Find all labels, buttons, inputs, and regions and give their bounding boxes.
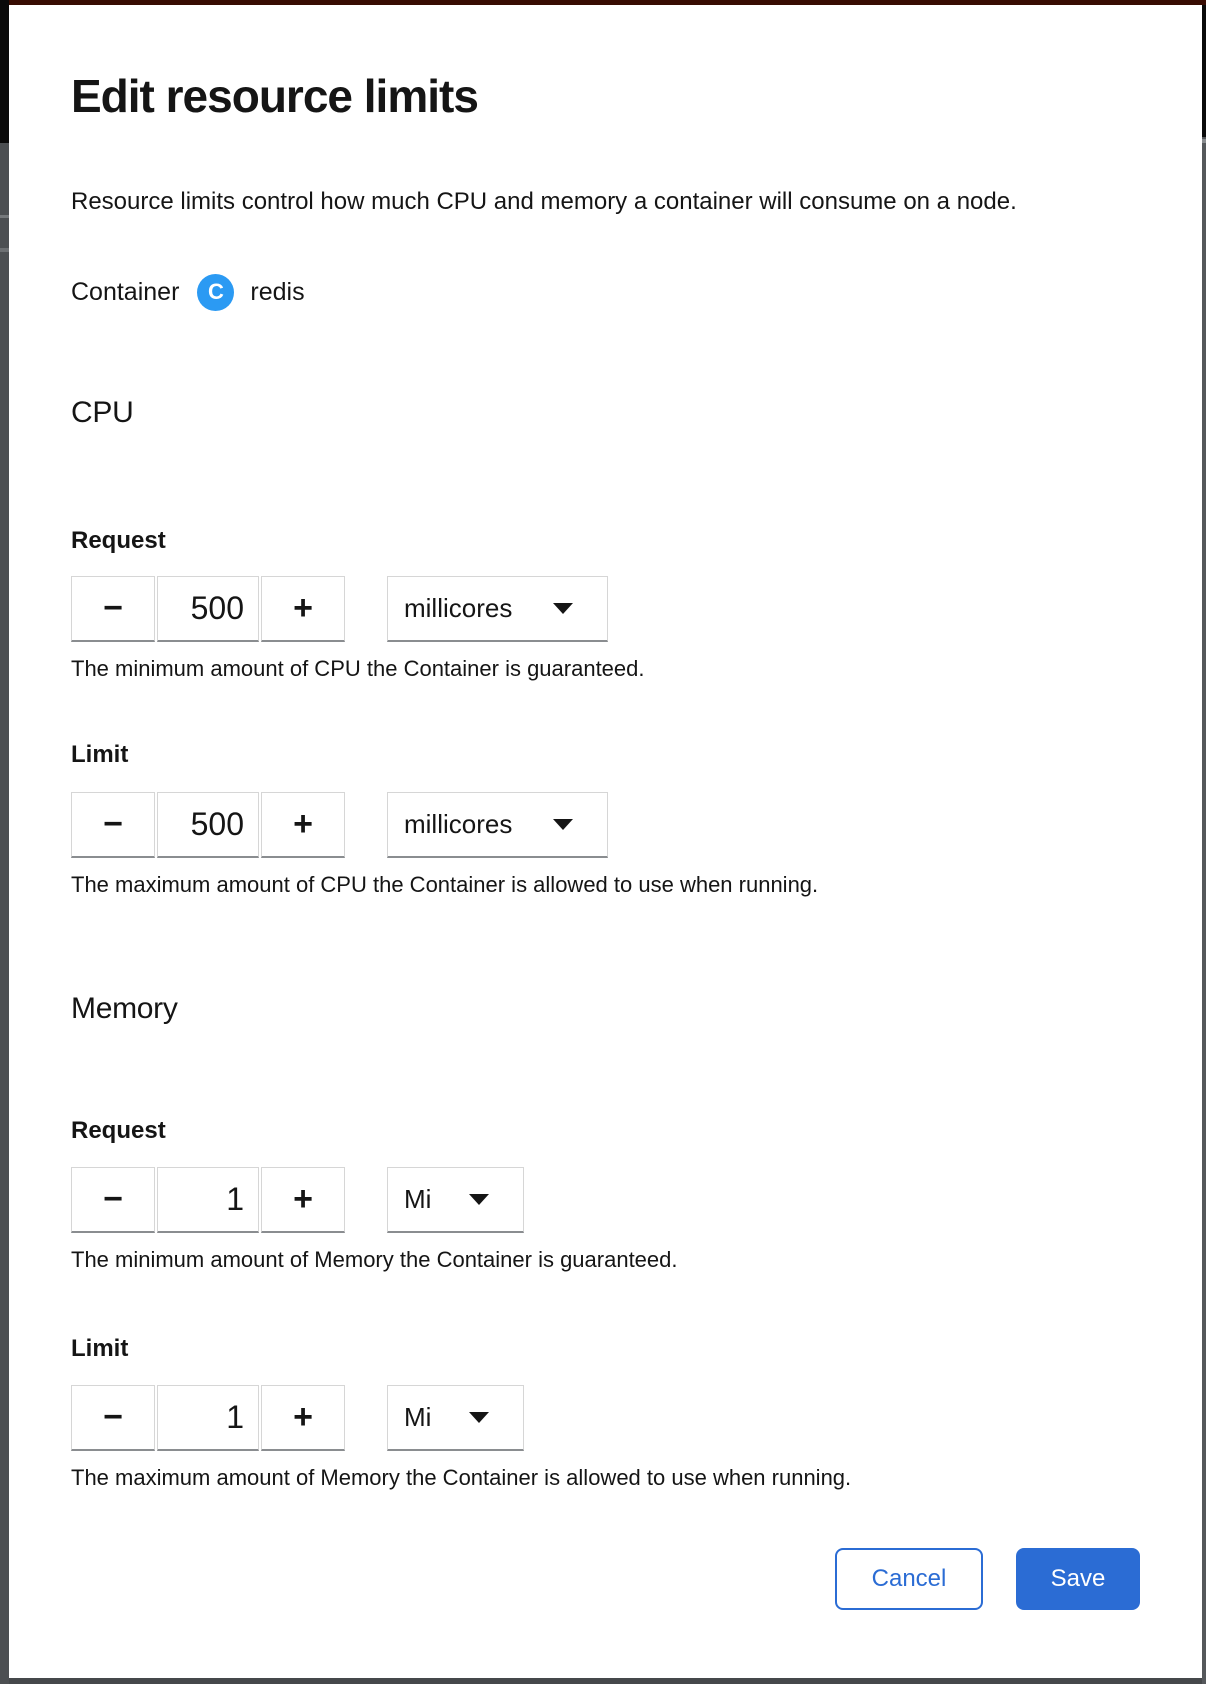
backdrop-bottom-edge bbox=[9, 1678, 1202, 1684]
cpu-request-value-input[interactable] bbox=[157, 576, 259, 642]
container-name: redis bbox=[250, 277, 305, 306]
minus-icon[interactable]: − bbox=[71, 1385, 155, 1451]
memory-request-input-row bbox=[71, 1167, 1140, 1233]
plus-icon[interactable]: + bbox=[261, 576, 345, 642]
container-kind-icon: C bbox=[197, 274, 234, 311]
container-row bbox=[71, 273, 1140, 311]
cpu-request-input-row bbox=[71, 576, 1140, 642]
section-title-cpu: CPU bbox=[71, 396, 134, 429]
plus-icon[interactable]: + bbox=[261, 792, 345, 858]
backdrop-left-divider bbox=[0, 215, 9, 218]
backdrop-left-masthead bbox=[0, 0, 9, 143]
chevron-down-icon bbox=[469, 1412, 489, 1423]
memory-limit-label: Limit bbox=[71, 1335, 129, 1362]
backdrop-right-divider bbox=[1202, 139, 1206, 143]
cpu-limit-helper-text: The maximum amount of CPU the Container is allowed to use when running. bbox=[71, 872, 819, 897]
minus-icon[interactable]: − bbox=[71, 1167, 155, 1233]
memory-limit-value-input[interactable] bbox=[157, 1385, 259, 1451]
edit-resource-limits-modal bbox=[9, 5, 1202, 1678]
plus-icon[interactable]: + bbox=[261, 1167, 345, 1233]
modal-footer bbox=[71, 1548, 1140, 1610]
backdrop-left-edge bbox=[0, 0, 9, 1684]
backdrop-right-masthead bbox=[1202, 5, 1206, 137]
memory-request-value-input[interactable] bbox=[157, 1167, 259, 1233]
memory-limit-unit-value: Mi bbox=[404, 1402, 432, 1432]
backdrop-left-divider bbox=[0, 248, 9, 252]
cpu-limit-label: Limit bbox=[71, 741, 129, 768]
cpu-limit-unit-dropdown[interactable] bbox=[387, 792, 608, 858]
plus-icon[interactable]: + bbox=[261, 1385, 345, 1451]
memory-limit-helper-text: The maximum amount of Memory the Container is allowed to use when running. bbox=[71, 1465, 852, 1490]
section-title-memory: Memory bbox=[71, 992, 178, 1025]
minus-icon[interactable]: − bbox=[71, 576, 155, 642]
chevron-down-icon bbox=[553, 819, 573, 830]
memory-request-helper-text: The minimum amount of Memory the Container is guaranteed. bbox=[71, 1247, 678, 1272]
modal-title: Edit resource limits bbox=[71, 70, 478, 122]
memory-limit-input-row bbox=[71, 1385, 1140, 1451]
memory-request-unit-value: Mi bbox=[404, 1184, 432, 1214]
memory-request-unit-dropdown[interactable] bbox=[387, 1167, 524, 1233]
chevron-down-icon bbox=[469, 1194, 489, 1205]
cpu-request-unit-value: millicores bbox=[404, 593, 513, 623]
memory-limit-unit-dropdown[interactable] bbox=[387, 1385, 524, 1451]
container-label: Container bbox=[71, 277, 180, 306]
minus-icon[interactable]: − bbox=[71, 792, 155, 858]
backdrop-right-edge bbox=[1202, 5, 1206, 1684]
cpu-request-unit-dropdown[interactable] bbox=[387, 576, 608, 642]
save-button[interactable]: Save bbox=[1016, 1548, 1140, 1610]
cpu-limit-input-row bbox=[71, 792, 1140, 858]
cpu-limit-unit-value: millicores bbox=[404, 809, 513, 839]
cpu-limit-value-input[interactable] bbox=[157, 792, 259, 858]
chevron-down-icon bbox=[553, 603, 573, 614]
cpu-request-label: Request bbox=[71, 527, 166, 554]
modal-description: Resource limits control how much CPU and memory a container will consume on a node. bbox=[71, 188, 1017, 215]
cancel-button[interactable]: Cancel bbox=[835, 1548, 983, 1610]
cpu-request-helper-text: The minimum amount of CPU the Container is guaranteed. bbox=[71, 656, 645, 681]
memory-request-label: Request bbox=[71, 1117, 166, 1144]
